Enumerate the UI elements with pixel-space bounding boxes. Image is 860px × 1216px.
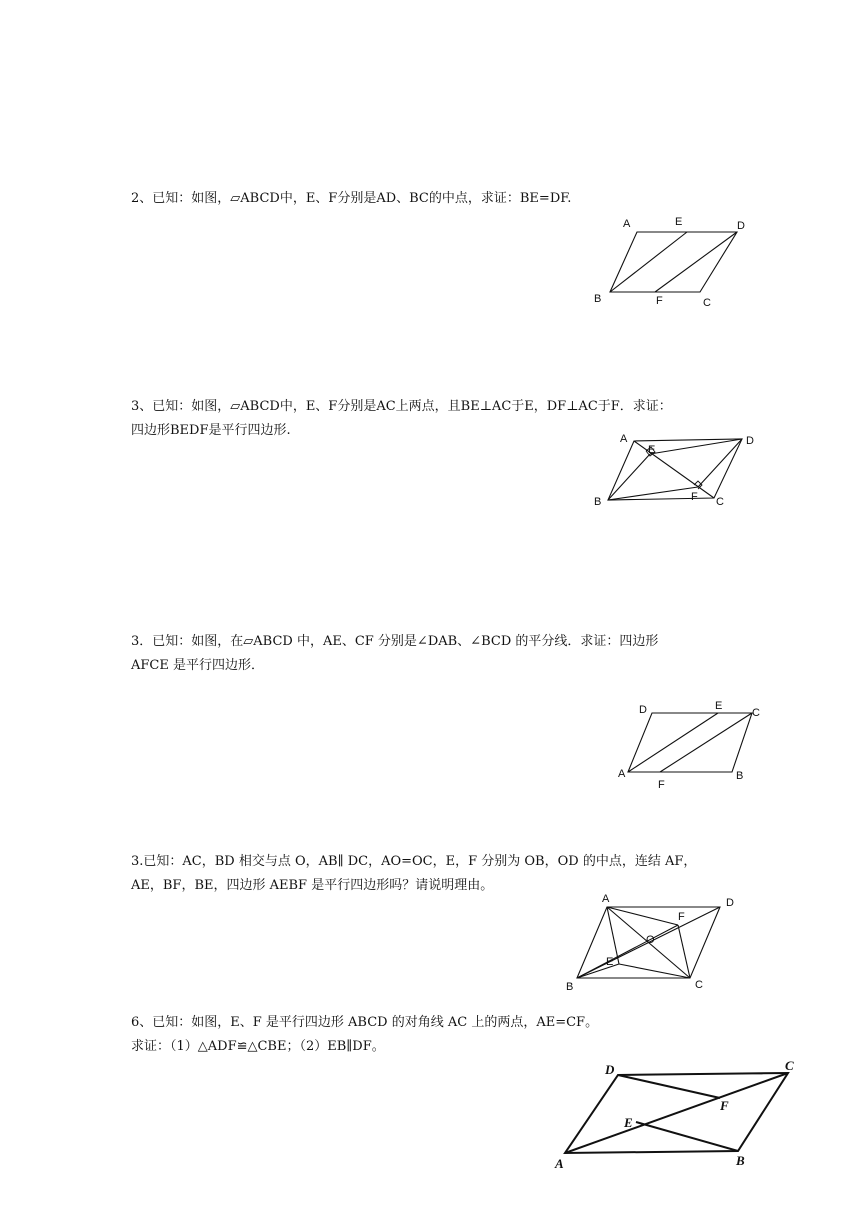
label-c: C	[716, 496, 724, 508]
label-o: O	[646, 934, 655, 946]
label-a: A	[620, 433, 628, 445]
label-a: A	[602, 893, 610, 905]
label-c: C	[695, 979, 703, 991]
label-b: B	[736, 770, 744, 782]
figure-problem-2	[590, 210, 760, 315]
segment-be	[608, 454, 650, 500]
label-c: C	[703, 297, 711, 309]
label-d: D	[737, 220, 745, 232]
label-c: C	[752, 707, 760, 719]
label-f: F	[658, 779, 665, 791]
label-b: B	[736, 1153, 745, 1168]
segment-ce	[619, 964, 690, 978]
label-c: C	[785, 1058, 794, 1073]
label-d: D	[639, 704, 647, 716]
segment-be	[636, 1122, 738, 1151]
label-e: E	[606, 956, 614, 968]
label-f: F	[691, 491, 698, 503]
figure-problem-6	[548, 1055, 808, 1175]
parallelogram-dcba	[628, 713, 752, 772]
label-d: D	[746, 435, 754, 447]
segment-df	[655, 232, 737, 292]
problem-6	[131, 1011, 598, 1059]
label-f: F	[720, 1098, 729, 1113]
segment-df	[698, 439, 742, 487]
label-a: A	[623, 218, 631, 230]
label-d: D	[726, 897, 734, 909]
parallelogram-abcd	[610, 232, 737, 292]
segment-bf	[577, 925, 678, 978]
label-d: D	[605, 1062, 615, 1077]
label-a: A	[618, 768, 626, 780]
label-b: B	[594, 293, 602, 305]
problem-3b	[131, 630, 658, 678]
problem-3c-line-1: 3.已知：AC，BD 相交与点 O，AB∥ DC，AO=OC，E，F 分别为 OB，OD 的中点，连结 AF，	[131, 854, 697, 869]
problem-3b-line-1: 3．已知：如图，在▱ABCD 中，AE、CF 分别是∠DAB、∠BCD 的平分线．求证：四边形	[131, 634, 659, 649]
problem-2-line-1: 2、已知：如图，▱ABCD中，E、F分别是AD、BC的中点，求证：BE=DF.	[131, 191, 572, 206]
segment-df	[618, 1075, 720, 1098]
label-e: E	[648, 444, 656, 456]
label-f: F	[678, 911, 685, 923]
label-f: F	[656, 295, 663, 307]
problem-3a-line-2: 四边形BEDF是平行四边形.	[131, 423, 291, 438]
label-e: E	[624, 1115, 633, 1130]
label-a: A	[555, 1156, 564, 1171]
label-b: B	[566, 981, 574, 993]
problem-6-line-2: 求证：（1）△ADF≌△CBE；（2）EB∥DF。	[131, 1039, 385, 1054]
figure-problem-3b	[615, 700, 775, 795]
label-b: B	[594, 496, 602, 508]
segment-cf	[678, 925, 690, 978]
segment-be	[610, 232, 687, 292]
label-e: E	[675, 216, 683, 228]
segment-de	[650, 439, 742, 454]
problem-6-line-1: 6、已知：如图，E、F 是平行四边形 ABCD 的对角线 AC 上的两点，AE=CF。	[131, 1015, 599, 1030]
figure-problem-3c	[560, 888, 745, 998]
problem-3b-line-2: AFCE 是平行四边形．	[131, 658, 264, 673]
figure-problem-3a	[590, 428, 765, 513]
problem-3a-line-1: 3、已知：如图，▱ABCD中，E、F分别是AC上两点，且BE⊥AC于E，DF⊥AC于F．求证：	[131, 399, 672, 414]
problem-3c-line-2: AE，BF，BE，四边形 AEBF 是平行四边形吗？请说明理由。	[131, 878, 494, 893]
label-e: E	[715, 700, 723, 712]
diagonal-ac	[565, 1073, 788, 1153]
problem-2	[131, 187, 571, 211]
